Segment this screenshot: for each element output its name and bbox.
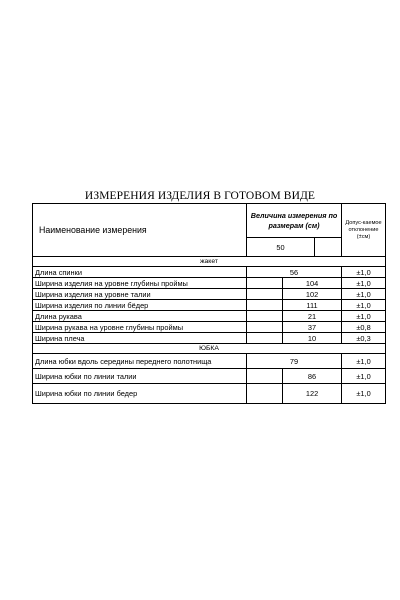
measurement-value: 102 (283, 289, 342, 300)
measurement-tolerance: ±1,0 (342, 354, 386, 369)
empty-cell (247, 322, 283, 333)
measurement-name: Ширина юбки по линии талии (33, 369, 247, 384)
table-row (33, 369, 386, 384)
measurement-name: Ширина изделия по линии бёдер (33, 300, 247, 311)
empty-cell (247, 278, 283, 289)
table-row (33, 384, 386, 404)
measurement-tolerance: ±0,8 (342, 322, 386, 333)
measurement-name: Длина юбки вдоль середины переднего полотнища (33, 354, 247, 369)
header-name-cell: Наименование измерения (33, 204, 247, 257)
section-row (33, 344, 386, 354)
section-title-jacket: жакет (33, 257, 386, 267)
measurement-tolerance: ±1,0 (342, 278, 386, 289)
measurement-name: Ширина плеча (33, 333, 247, 344)
measurement-value: 21 (283, 311, 342, 322)
measurement-tolerance: ±1,0 (342, 369, 386, 384)
size-empty-cell (315, 238, 342, 257)
table-row (33, 300, 386, 311)
document-title: ИЗМЕРЕНИЯ ИЗДЕЛИЯ В ГОТОВОМ ВИДЕ (84, 190, 316, 202)
table-row (33, 354, 386, 369)
measurement-name: Ширина изделия на уровне талии (33, 289, 247, 300)
measurement-value: 86 (283, 369, 342, 384)
empty-cell (247, 384, 283, 404)
header-size-cell: Величина измерения по размерам (см) (247, 204, 342, 238)
table-row (33, 311, 386, 322)
measurement-value: 104 (283, 278, 342, 289)
measurement-name: Длина рукава (33, 311, 247, 322)
empty-cell (247, 311, 283, 322)
measurement-value: 10 (283, 333, 342, 344)
measurement-tolerance: ±1,0 (342, 289, 386, 300)
measurement-value: 37 (283, 322, 342, 333)
empty-cell (247, 369, 283, 384)
measurements-table (32, 203, 386, 404)
measurement-value: 79 (247, 354, 342, 369)
empty-cell (247, 300, 283, 311)
table-row (33, 278, 386, 289)
empty-cell (247, 333, 283, 344)
measurement-tolerance: ±0,3 (342, 333, 386, 344)
section-title-skirt: ЮБКА (33, 344, 386, 354)
measurement-name: Ширина рукава на уровне глубины проймы (33, 322, 247, 333)
table-row (33, 322, 386, 333)
measurement-name: Длина спинки (33, 267, 247, 278)
header-row (33, 204, 386, 238)
measurement-tolerance: ±1,0 (342, 311, 386, 322)
empty-cell (247, 289, 283, 300)
measurement-name: Ширина юбки по линии бедер (33, 384, 247, 404)
table-row (33, 267, 386, 278)
measurement-name: Ширина изделия на уровне глубины проймы (33, 278, 247, 289)
measurement-value: 122 (283, 384, 342, 404)
measurement-tolerance: ±1,0 (342, 267, 386, 278)
size-value-cell: 50 (247, 238, 315, 257)
measurement-tolerance: ±1,0 (342, 384, 386, 404)
measurement-tolerance: ±1,0 (342, 300, 386, 311)
table-row (33, 333, 386, 344)
measurement-value: 111 (283, 300, 342, 311)
header-tolerance-cell: Допус-каемое отклонение (±см) (342, 204, 386, 257)
table-row (33, 289, 386, 300)
section-row (33, 257, 386, 267)
measurement-value: 56 (247, 267, 342, 278)
